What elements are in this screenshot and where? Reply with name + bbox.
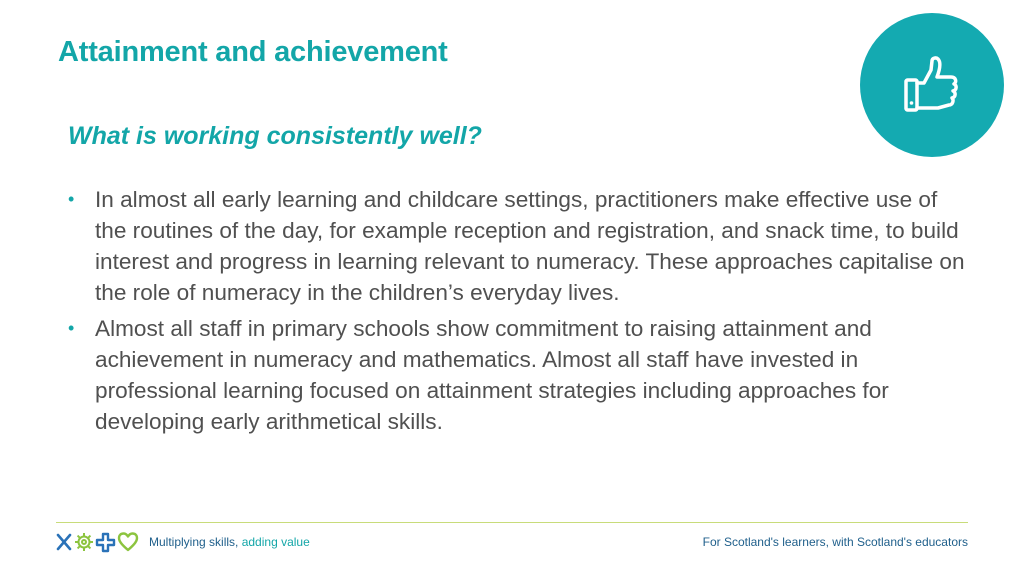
footer-tagline-accent: adding value bbox=[241, 535, 310, 549]
slide-title: Attainment and achievement bbox=[58, 36, 448, 68]
heart-icon bbox=[119, 534, 137, 551]
bullet-text: Almost all staff in primary schools show commitment to raising attainment and achievement in numeracy and mathematics. Almost all staff have invested in professional learning focused on attainment strategies including approaches for developing early arithmetical skills. bbox=[95, 316, 889, 434]
bullet-item bbox=[68, 184, 968, 308]
footer-tagline bbox=[149, 535, 310, 549]
footer-tagline-main: Multiplying skills, bbox=[149, 535, 239, 549]
multiplying-skills-logo bbox=[55, 530, 139, 554]
bullet-list bbox=[68, 184, 968, 442]
gear-icon bbox=[75, 533, 93, 551]
footer-motto: For Scotland's learners, with Scotland's educators bbox=[702, 535, 968, 549]
plus-icon bbox=[97, 534, 114, 551]
bullet-item bbox=[68, 313, 968, 437]
bullet-text: In almost all early learning and childcare settings, practitioners make effective use of the routines of the day, for example reception and registration, and snack time, to build interest and progress in learning relevant to numeracy. These approaches capitalise on the role of numeracy in the children’s everyday lives. bbox=[95, 187, 965, 305]
bullet-marker: • bbox=[68, 318, 75, 338]
bullet-marker: • bbox=[68, 189, 75, 209]
thumbs-up-icon bbox=[900, 53, 964, 117]
footer-divider bbox=[56, 522, 968, 523]
cross-icon bbox=[58, 535, 70, 549]
thumbs-up-badge bbox=[860, 13, 1004, 157]
slide-subtitle: What is working consistently well? bbox=[68, 122, 482, 150]
